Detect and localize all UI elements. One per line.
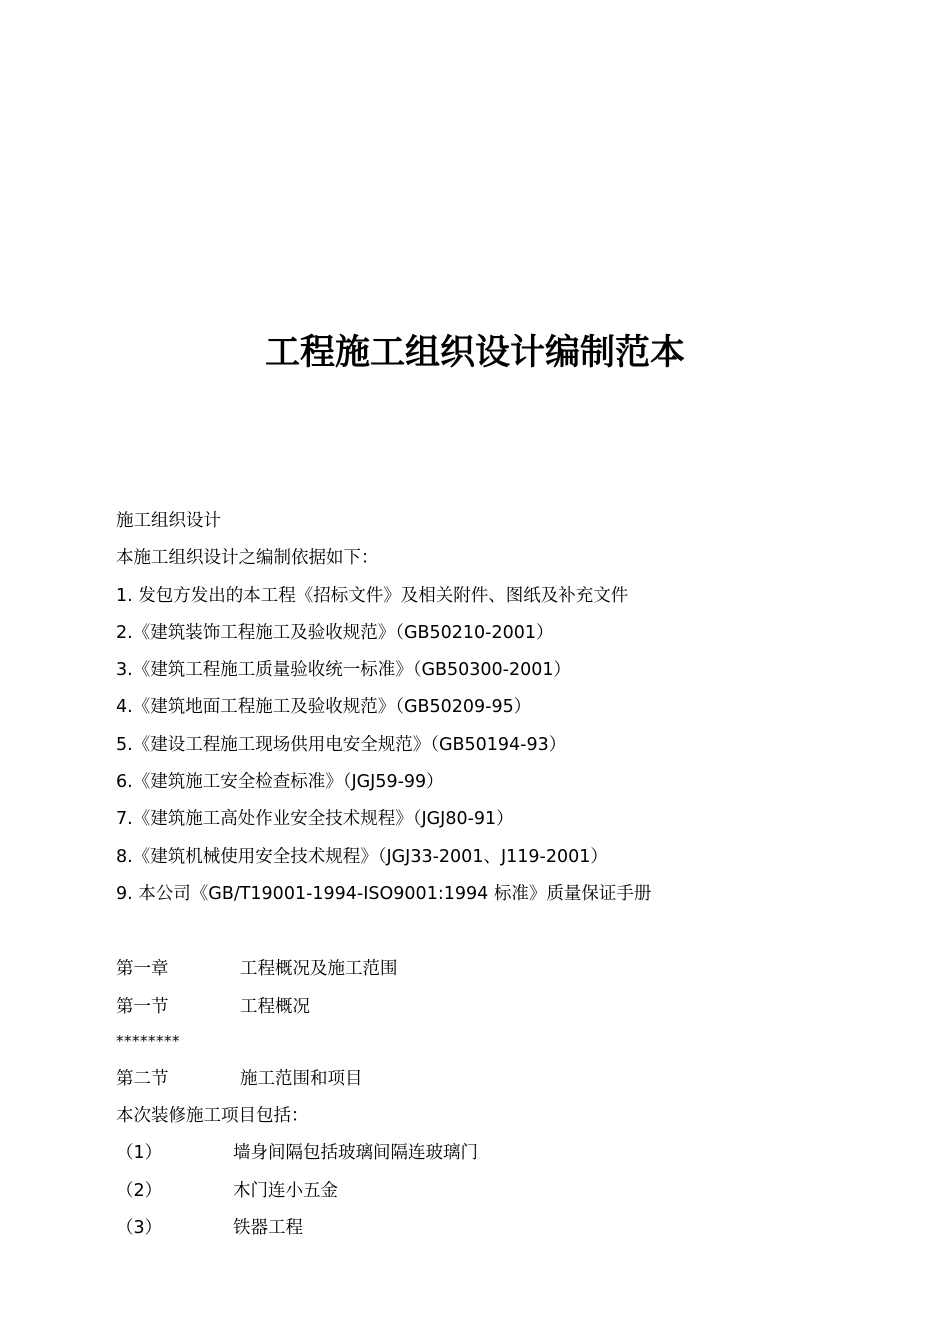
scope-item (116, 1135, 856, 1172)
basis-item: 2.《建筑装饰工程施工及验收规范》（GB50210-2001） (116, 622, 554, 643)
scope-item-text: 墙身间隔包括玻璃间隔连玻璃门 (233, 1143, 478, 1164)
basis-item: 7.《建筑施工高处作业安全技术规程》（JGJ80-91） (116, 809, 514, 830)
scope-item-text: 铁器工程 (233, 1218, 303, 1239)
section-heading-1 (116, 989, 856, 1026)
scope-item-number: （3） (116, 1218, 163, 1239)
scope-item-number: （2） (116, 1180, 163, 1201)
chapter-label: 第一章 (116, 959, 169, 980)
basis-item: 5.《建设工程施工现场供用电安全规范》（GB50194-93） (116, 734, 567, 755)
scope-item (116, 1173, 856, 1210)
basis-item: 8.《建筑机械使用安全技术规程》（JGJ33-2001、J119-2001） (116, 846, 608, 867)
section-content-placeholder: ******** (116, 1031, 180, 1050)
basis-item: 3.《建筑工程施工质量验收统一标准》（GB50300-2001） (116, 660, 572, 681)
scope-item-number: （1） (116, 1143, 163, 1164)
blank-line (116, 913, 856, 951)
section-title: 工程概况 (240, 996, 310, 1017)
section-title: 施工范围和项目 (240, 1068, 363, 1089)
basis-item: 9. 本公司《GB/T19001-1994-ISO9001:1994 标准》质量保证手册 (116, 883, 652, 904)
section-heading: 施工组织设计 (116, 511, 221, 531)
section-heading-2 (116, 1061, 856, 1098)
document-body (116, 503, 856, 1247)
chapter-heading (116, 951, 856, 988)
scope-item (116, 1210, 856, 1247)
scope-item-text: 木门连小五金 (233, 1180, 338, 1201)
basis-item: 4.《建筑地面工程施工及验收规范》（GB50209-95） (116, 697, 532, 718)
basis-intro: 本施工组织设计之编制依据如下： (116, 548, 379, 569)
basis-item: 1. 发包方发出的本工程《招标文件》及相关附件、图纸及补充文件 (116, 585, 629, 606)
document-title: 工程施工组织设计编制范本 (264, 332, 685, 373)
section-label: 第一节 (116, 996, 169, 1017)
chapter-title: 工程概况及施工范围 (240, 959, 398, 980)
scope-intro: 本次装修施工项目包括： (116, 1106, 309, 1127)
section-label: 第二节 (116, 1068, 169, 1089)
basis-item: 6.《建筑施工安全检查标准》（JGJ59-99） (116, 772, 444, 793)
